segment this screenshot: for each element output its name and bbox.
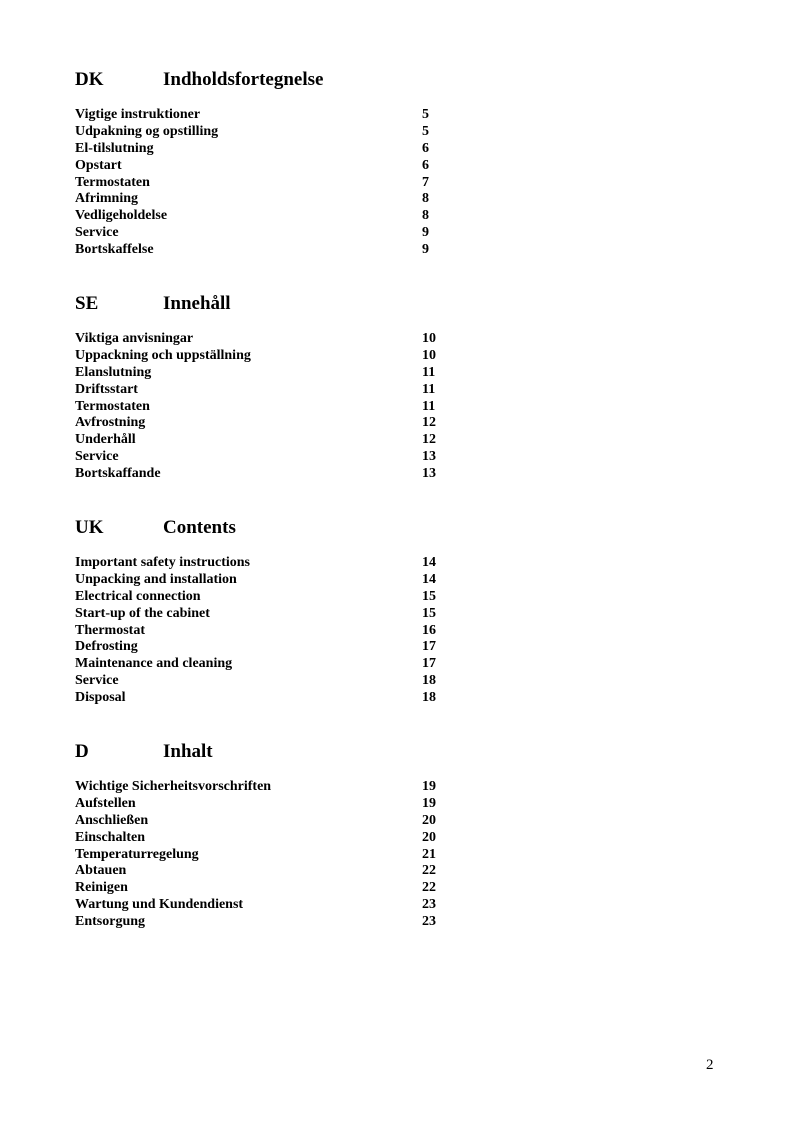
toc-entry-label: Electrical connection: [75, 588, 201, 604]
toc-entry-label: Bortskaffelse: [75, 242, 154, 258]
toc-entry: [75, 191, 475, 208]
toc-entry-page: 15: [422, 588, 436, 604]
toc-entry: [75, 690, 475, 707]
toc-entry-label: Elanslutning: [75, 364, 152, 380]
toc-entry-page: 14: [422, 555, 436, 570]
toc-entry-page: 19: [422, 795, 436, 811]
toc-section-dk: [75, 68, 475, 259]
toc-entry-label: Maintenance and cleaning: [75, 656, 233, 672]
toc-entry: [75, 555, 475, 572]
toc-section-se: [75, 292, 475, 483]
toc-section-uk: [75, 516, 475, 707]
toc-entry-page: 12: [422, 432, 436, 448]
toc-entry-page: 23: [422, 914, 436, 930]
toc-list: [75, 779, 475, 931]
toc-entry-page: 13: [422, 466, 436, 482]
toc-entry-label: Reinigen: [75, 880, 128, 896]
toc-entry-page: 18: [422, 690, 436, 706]
toc-entry-label: Service: [75, 449, 119, 465]
toc-entry: [75, 399, 475, 416]
toc-entry-label: Service: [75, 673, 119, 689]
toc-entry-label: Unpacking and installation: [75, 571, 237, 587]
toc-entry-label: Defrosting: [75, 639, 138, 655]
toc-entry-page: 11: [422, 398, 436, 414]
toc-entry-label: Entsorgung: [75, 914, 146, 930]
toc-entry-page: 22: [422, 863, 436, 879]
toc-entry: [75, 175, 475, 192]
toc-entry: [75, 673, 475, 690]
toc-entry-label: Driftsstart: [75, 381, 138, 397]
toc-entry: [75, 208, 475, 225]
section-language-code: SE: [75, 293, 99, 314]
toc-entry-page: 10: [422, 331, 436, 346]
toc-entry: [75, 432, 475, 449]
toc-entry-label: Opstart: [75, 157, 122, 173]
toc-entry: [75, 572, 475, 589]
toc-entry-label: Udpakning og opstilling: [75, 123, 219, 139]
toc-entry-label: Thermostat: [75, 622, 145, 638]
toc-entry-page: 14: [422, 571, 436, 587]
section-language-code: DK: [75, 69, 104, 90]
toc-entry: [75, 897, 475, 914]
toc-entry-label: Temperaturregelung: [75, 846, 199, 862]
page-number: 2: [706, 1057, 714, 1073]
toc-entry: [75, 623, 475, 640]
toc-entry-page: 5: [422, 107, 429, 122]
toc-entry: [75, 779, 475, 796]
toc-entry-page: 8: [422, 191, 429, 207]
toc-entry: [75, 466, 475, 483]
toc-entry-page: 21: [422, 846, 436, 862]
toc-entry-page: 7: [422, 174, 429, 190]
toc-entry-page: 19: [422, 779, 436, 794]
toc-entry: [75, 415, 475, 432]
toc-list: [75, 555, 475, 707]
toc-entry-label: Avfrostning: [75, 415, 146, 431]
toc-entry-page: 16: [422, 622, 436, 638]
toc-entry-page: 17: [422, 639, 436, 655]
toc-entry-label: Wartung und Kundendienst: [75, 897, 244, 913]
section-header: [75, 292, 475, 316]
toc-entry-label: Aufstellen: [75, 795, 136, 811]
section-language-code: UK: [75, 517, 104, 538]
toc-entry: [75, 242, 475, 259]
toc-entry: [75, 914, 475, 931]
toc-entry: [75, 382, 475, 399]
toc-entry-label: Termostaten: [75, 398, 150, 414]
toc-entry-label: Abtauen: [75, 863, 127, 879]
section-header: [75, 740, 475, 764]
section-header: [75, 68, 475, 92]
section-title: Innehåll: [163, 293, 231, 314]
toc-entry-label: Start-up of the cabinet: [75, 605, 210, 621]
toc-entry: [75, 107, 475, 124]
toc-entry-page: 9: [422, 242, 429, 258]
toc-entry-label: Wichtige Sicherheitsvorschriften: [75, 779, 272, 794]
toc-entry: [75, 225, 475, 242]
section-title: Contents: [163, 517, 236, 538]
toc-entry: [75, 141, 475, 158]
toc-entry-label: Important safety instructions: [75, 555, 250, 570]
toc-entry-page: 6: [422, 157, 429, 173]
toc-entry: [75, 813, 475, 830]
toc-entry: [75, 656, 475, 673]
toc-entry: [75, 847, 475, 864]
toc-entry-label: Termostaten: [75, 174, 150, 190]
toc-entry-page: 15: [422, 605, 436, 621]
toc-entry-page: 11: [422, 364, 436, 380]
toc-entry: [75, 863, 475, 880]
toc-entry-label: Einschalten: [75, 829, 146, 845]
toc-entry-label: Disposal: [75, 690, 126, 706]
toc-entry-page: 18: [422, 673, 436, 689]
toc-entry-page: 23: [422, 897, 436, 913]
toc-entry-label: Service: [75, 225, 119, 241]
toc-list: [75, 331, 475, 483]
toc-entry: [75, 639, 475, 656]
toc-entry-page: 22: [422, 880, 436, 896]
toc-entry-label: Vedligeholdelse: [75, 208, 168, 224]
toc-entry-label: Anschließen: [75, 812, 149, 828]
toc-entry-page: 13: [422, 449, 436, 465]
toc-entry: [75, 348, 475, 365]
toc-entry: [75, 830, 475, 847]
toc-entry-page: 9: [422, 225, 429, 241]
section-title: Indholdsfortegnelse: [163, 69, 324, 90]
toc-list: [75, 107, 475, 259]
toc-entry-page: 20: [422, 812, 436, 828]
toc-entry-page: 11: [422, 381, 436, 397]
toc-entry: [75, 796, 475, 813]
toc-entry-page: 6: [422, 140, 429, 156]
toc-entry-label: Afrimning: [75, 191, 138, 207]
toc-entry: [75, 158, 475, 175]
section-header: [75, 516, 475, 540]
toc-entry-label: Underhåll: [75, 432, 136, 448]
section-language-code: D: [75, 741, 89, 762]
toc-entry-page: 10: [422, 347, 436, 363]
toc-entry-page: 17: [422, 656, 436, 672]
toc-section-d: [75, 740, 475, 931]
toc-entry-label: Bortskaffande: [75, 466, 161, 482]
toc-entry: [75, 880, 475, 897]
toc-entry-label: El-tilslutning: [75, 140, 154, 156]
toc-entry-page: 5: [422, 123, 429, 139]
toc-entry: [75, 449, 475, 466]
toc-entry: [75, 365, 475, 382]
toc-entry: [75, 606, 475, 623]
toc-entry-page: 20: [422, 829, 436, 845]
toc-entry: [75, 589, 475, 606]
section-title: Inhalt: [163, 741, 213, 762]
toc-entry-label: Vigtige instruktioner: [75, 107, 201, 122]
toc-entry-label: Uppackning och uppställning: [75, 347, 251, 363]
toc-entry-page: 12: [422, 415, 436, 431]
toc-entry-label: Viktiga anvisningar: [75, 331, 194, 346]
toc-entry-page: 8: [422, 208, 429, 224]
toc-entry: [75, 124, 475, 141]
toc-entry: [75, 331, 475, 348]
